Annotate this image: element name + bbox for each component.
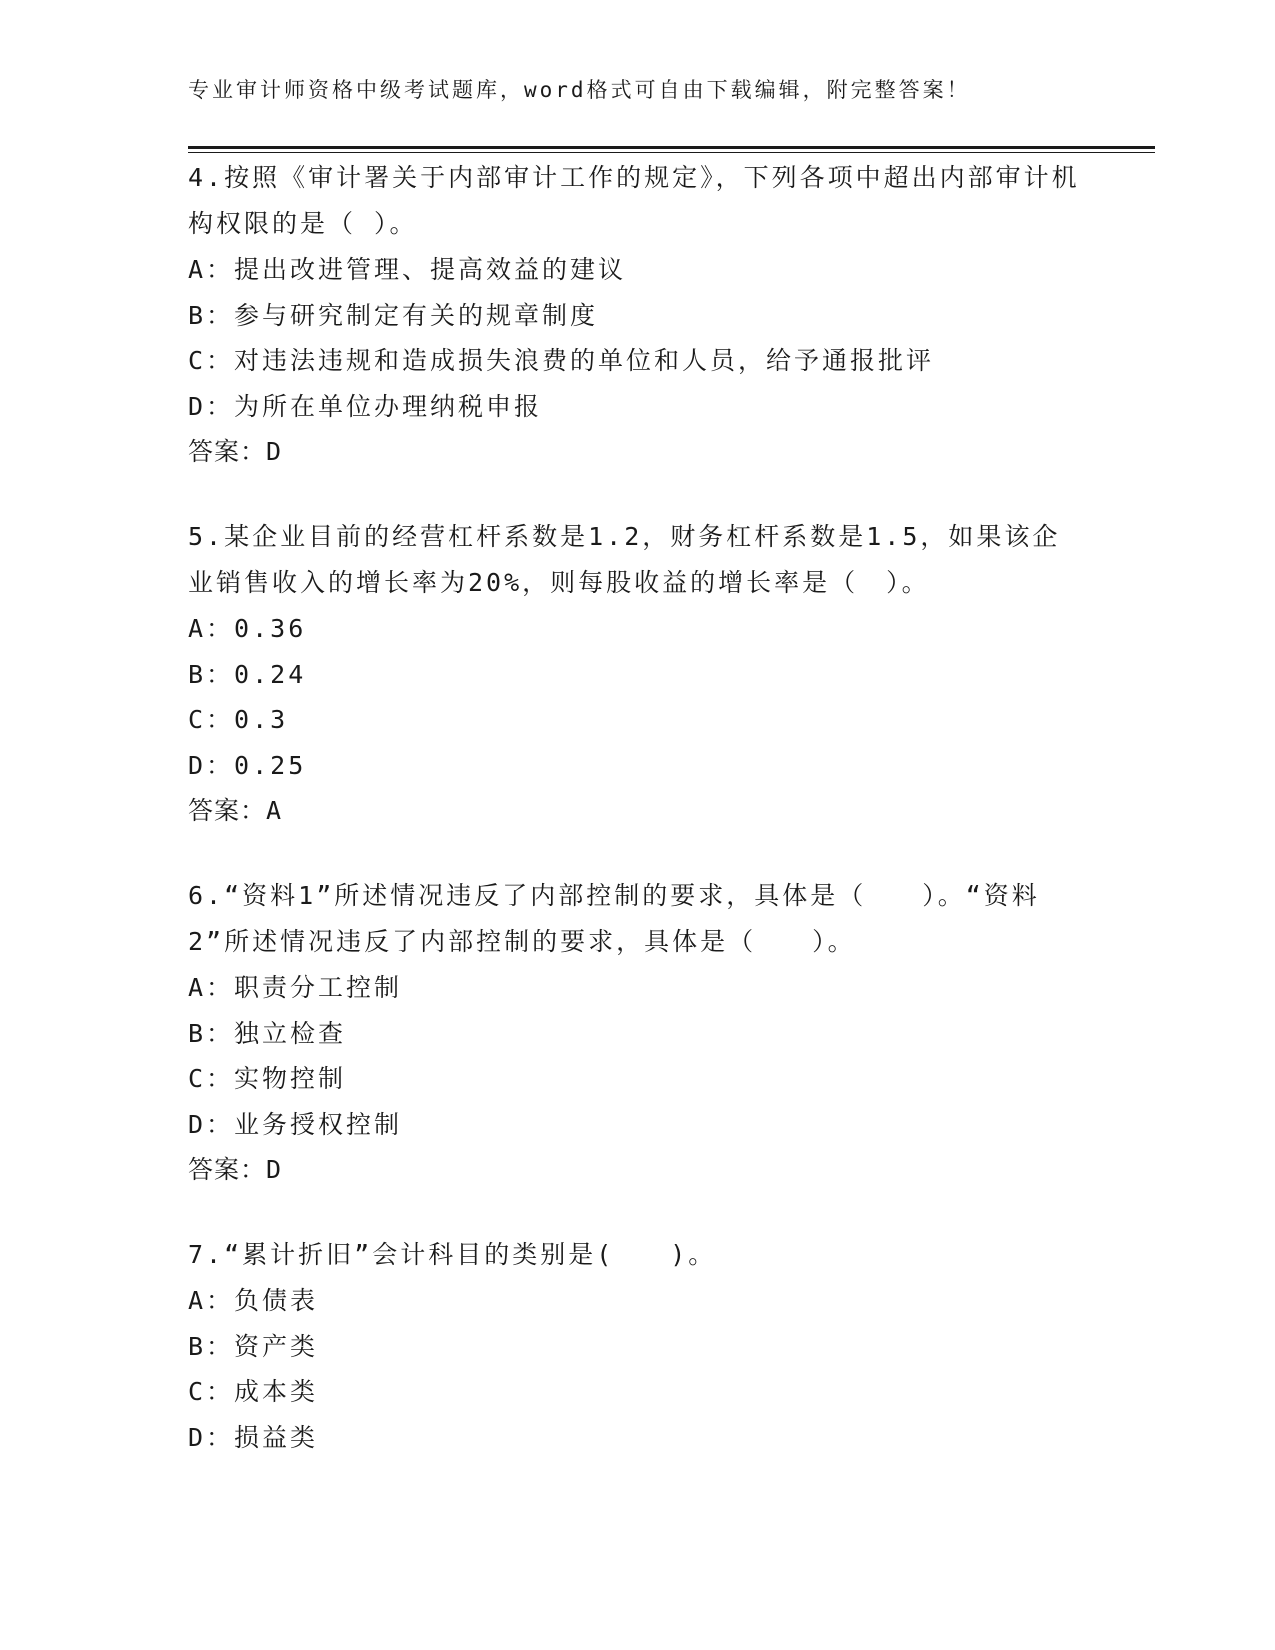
header-rule-thin xyxy=(188,152,1155,153)
option-c: C：对违法违规和造成损失浪费的单位和人员，给予通报批评 xyxy=(188,346,935,375)
page-header: 专业审计师资格中级考试题库，word格式可自由下载编辑，附完整答案！ xyxy=(188,78,971,102)
option-d: D：业务授权控制 xyxy=(188,1109,403,1139)
option-a: A：负债表 xyxy=(188,1286,319,1315)
question-4 xyxy=(188,155,1088,475)
answer-label: 答案： xyxy=(188,796,267,825)
answer-line xyxy=(188,1147,1088,1193)
option-c: C：0.3 xyxy=(188,705,289,734)
question-7 xyxy=(188,1232,1088,1460)
option-c: C：成本类 xyxy=(188,1377,319,1406)
answer-value: D xyxy=(266,1155,283,1184)
header-rule-thick xyxy=(188,146,1155,149)
answer-value: A xyxy=(266,796,283,825)
option-b: B：独立检查 xyxy=(188,1018,347,1048)
option-d: D：为所在单位办理纳税申报 xyxy=(188,391,543,421)
option-d: D：损益类 xyxy=(188,1422,319,1452)
answer-value: D xyxy=(266,437,283,466)
question-stem: 7.“累计折旧”会计科目的类别是( )。 xyxy=(188,1240,717,1269)
option-b: B：资产类 xyxy=(188,1331,319,1361)
option-c: C：实物控制 xyxy=(188,1064,347,1093)
option-a: A：职责分工控制 xyxy=(188,973,403,1002)
option-b: B：参与研究制定有关的规章制度 xyxy=(188,300,599,330)
option-d: D：0.25 xyxy=(188,750,307,780)
answer-label: 答案： xyxy=(188,437,267,466)
answer-label: 答案： xyxy=(188,1155,267,1184)
option-b: B：0.24 xyxy=(188,659,307,689)
answer-line xyxy=(188,788,1088,834)
answer-line xyxy=(188,429,1088,475)
option-a: A：提出改进管理、提高效益的建议 xyxy=(188,255,627,284)
option-a: A：0.36 xyxy=(188,614,307,643)
question-5 xyxy=(188,514,1088,834)
question-stem: 4.按照《审计署关于内部审计工作的规定》，下列各项中超出内部审计机构权限的是（ ）。 xyxy=(188,163,1080,238)
question-stem: 6.“资料1”所述情况违反了内部控制的要求，具体是（ ）。“资料2”所述情况违反了内部控制的要求，具体是（ ）。 xyxy=(188,881,1040,956)
question-stem: 5.某企业目前的经营杠杆系数是1.2，财务杠杆系数是1.5，如果该企业销售收入的增长率为20%，则每股收益的增长率是（ ）。 xyxy=(188,522,1061,597)
question-6 xyxy=(188,873,1088,1193)
